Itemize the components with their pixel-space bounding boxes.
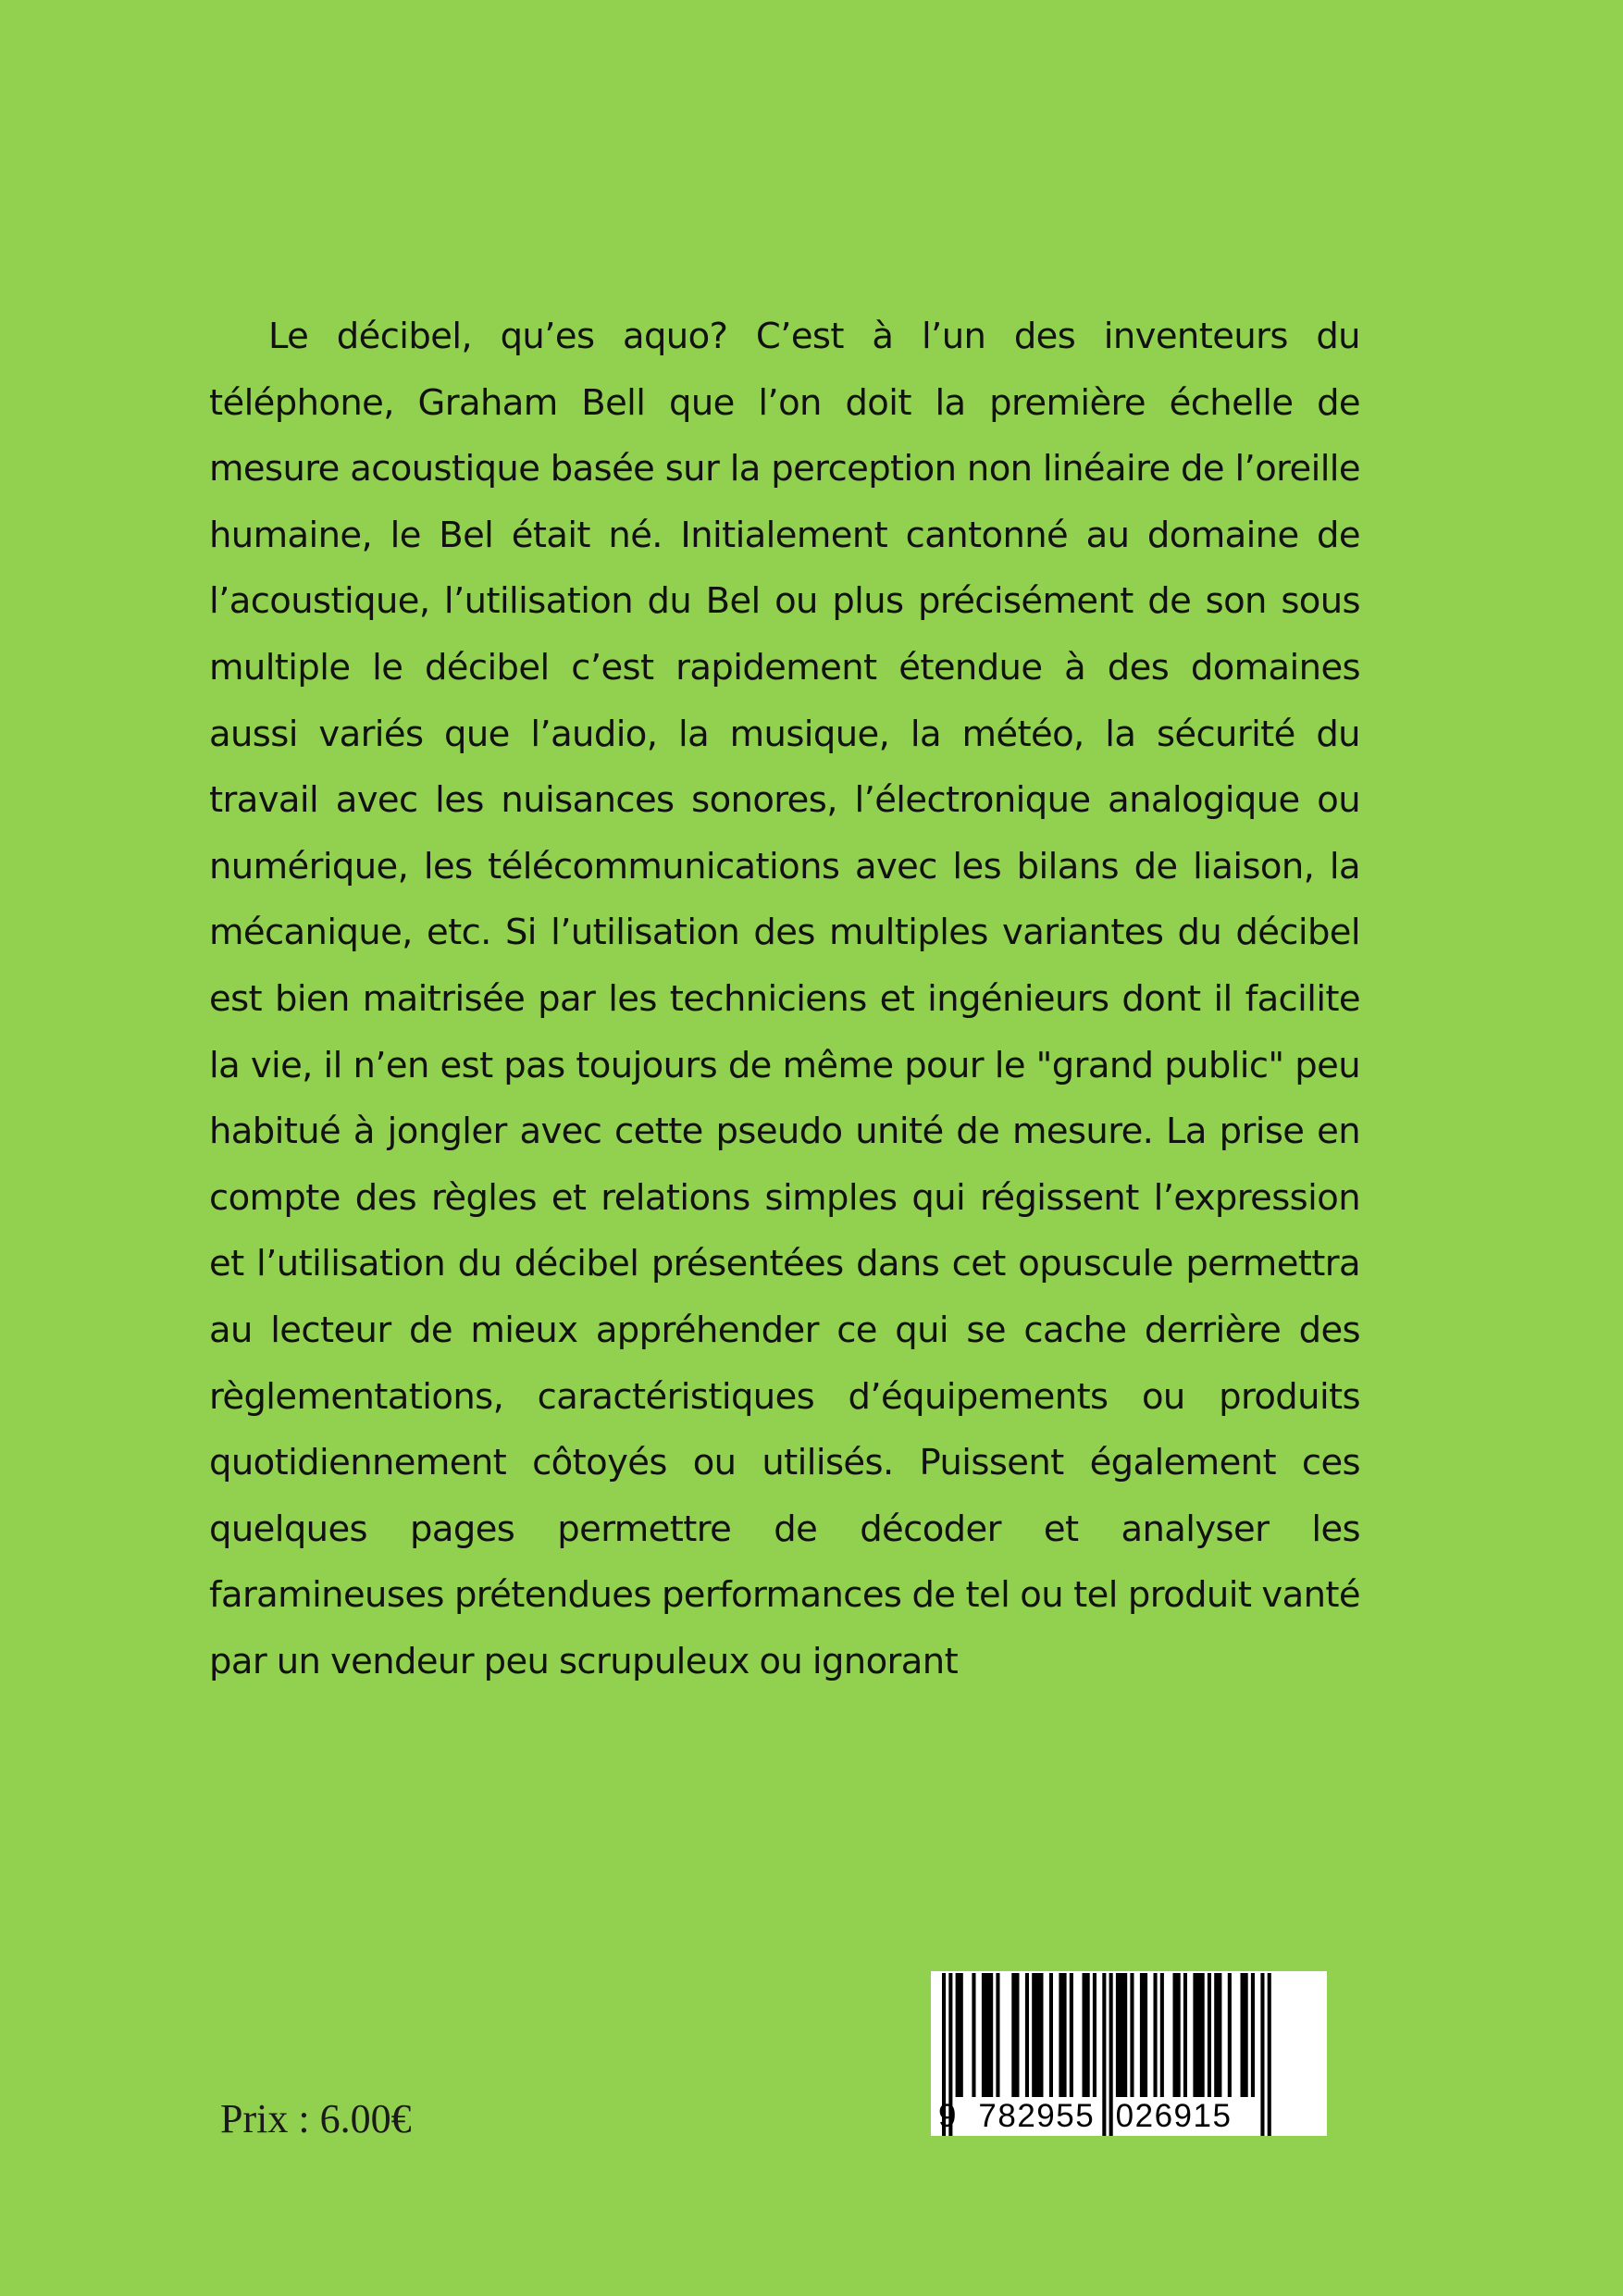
barcode-bar: [1228, 1973, 1232, 2097]
barcode-bar: [956, 1973, 963, 2097]
barcode-bar: [1140, 1973, 1147, 2097]
barcode-bar: [1070, 1973, 1073, 2097]
barcode-bar: [982, 1973, 993, 2097]
barcode-bar: [1049, 1973, 1053, 2097]
barcode-bar: [1173, 1973, 1181, 2097]
barcode-bar: [1083, 1973, 1090, 2097]
barcode-bar: [1116, 1973, 1127, 2097]
barcode-bar: [1093, 1973, 1096, 2097]
barcode-bar: [1183, 1973, 1187, 2097]
barcode-bar: [1011, 1973, 1019, 2097]
barcode-bar: [996, 1973, 999, 2097]
barcode-bar: [1193, 1973, 1204, 2097]
isbn-barcode: [931, 1971, 1327, 2136]
barcode-bar: [1241, 1973, 1248, 2097]
barcode-digits: 9 782955 026915: [938, 2098, 1233, 2134]
barcode-bar: [1032, 1973, 1043, 2097]
barcode-bar: [1154, 1973, 1158, 2097]
barcode-bar: [1214, 1973, 1221, 2097]
barcode-bar: [1208, 1973, 1211, 2097]
price-label: Prix : 6.00€: [220, 2096, 412, 2141]
barcode-bar: [1251, 1973, 1255, 2097]
barcode-bar: [1025, 1973, 1029, 2097]
barcode-bar: [1130, 1973, 1134, 2097]
barcode-bar: [972, 1973, 975, 2097]
barcode-bar: [1160, 1973, 1164, 2097]
barcode-bar: [1059, 1973, 1066, 2097]
blurb-text: Le décibel, qu’es aquo? C’est à l’un des inventeurs du téléphone, Graham Bell que l’on doit la première échelle de mesure acoustique basée sur la perception non linéaire de l’oreille humaine, le Bel était né. Initialement cantonné au domaine de l’acoustique, l’utilisation du Bel ou plus précisément de son sous multiple le décibel c’est rapidement étendue à des domaines aussi variés que l’audio, la musique, la météo, la sécurité du travail avec les nuisances sonores, l’électronique analogique ou numérique, les télécommunications avec les bilans de liaison, la mécanique, etc. Si l’utilisation des multiples variantes du décibel est bien maitrisée par les techniciens et ingénieurs dont il facilite la vie, il n’en est pas toujours de même pour le "grand public" peu habitué à jongler avec cette pseudo unité de mesure. La prise en compte des règles et relations simples qui régissent l’expression et l’utilisation du décibel présentées dans cet opuscule permettra au lecteur de mieux appréhender ce qui se cache derrière des règlementations, caractéristiques d’équipements ou produits quotidiennement côtoyés ou utilisés. Puissent également ces quelques pages permettre de décoder et analyser les faramineuses prétendues performances de tel ou tel produit vanté par un vendeur peu scrupuleux ou ignorant: [209, 316, 1360, 1682]
